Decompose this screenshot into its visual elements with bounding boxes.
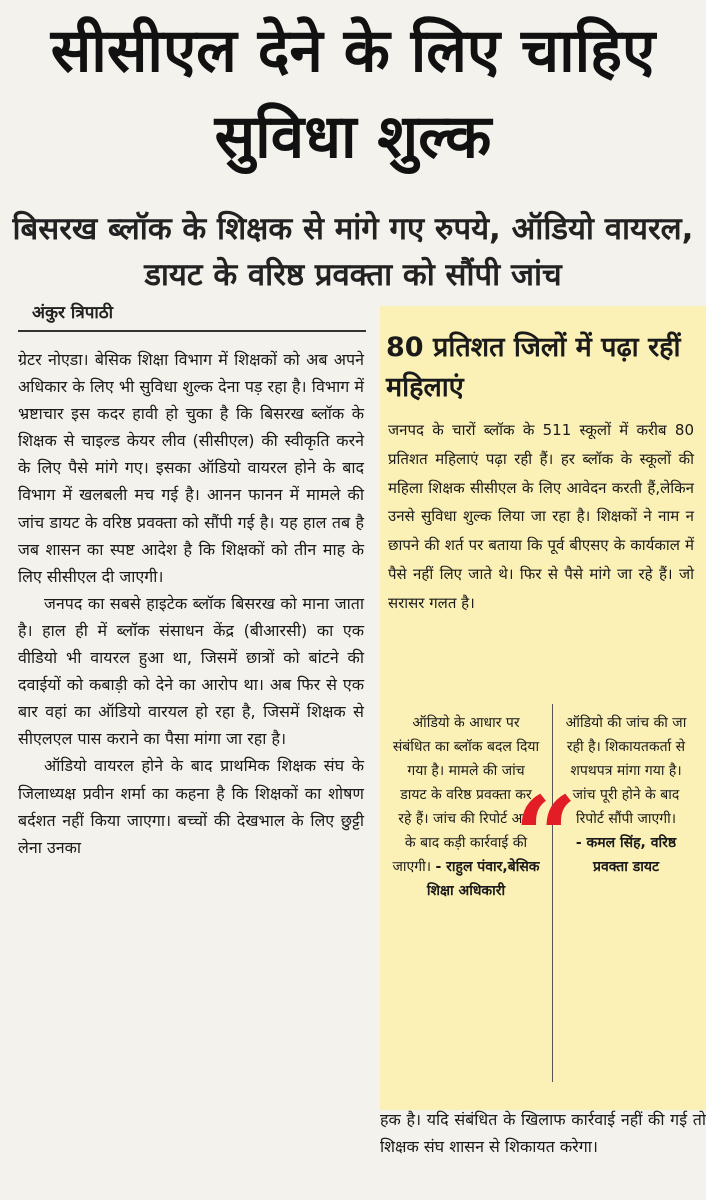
quote-lecturer-attribution: - कमल सिंह, वरिष्ठ प्रवक्ता डायट — [575, 835, 677, 875]
article-paragraph: ग्रेटर नोएडा। बेसिक शिक्षा विभाग में शिक्षकों को अब अपने अधिकार के लिए भी सुविधा शुल्क देना पड़ रहा है। विभाग में भ्रष्टाचार इस कदर हावी हो चुका है कि बिसरख ब्लॉक के शिक्षक से चाइल्ड केयर लीव (सीसीएल) की स्वीकृति करने के लिए पैसे मांगे गए। इसका ऑडियो वायरल होने के बाद विभाग में खलबली मच गई है। आनन फानन में मामले की जांच डायट के वरिष्ठ प्रवक्ता को सौंपी गई है। यह हाल तब है जब शासन का स्पष्ट आदेश है कि शिक्षकों को तीन माह के लिए सीसीएल दी जाएगी। — [18, 350, 364, 586]
article-paragraph: ऑडियो वायरल होने के बाद प्राथमिक शिक्षक संघ के जिलाध्यक्ष प्रवीन शर्मा का कहना है कि शिक्षकों का शोषण बर्दशत नहीं किया जाएगा। बच्चों की देखभाल के लिए छुट्टी लेना उनका — [18, 756, 364, 857]
quote-lecturer — [562, 711, 690, 879]
byline: अंकुर त्रिपाठी — [32, 303, 114, 323]
quote-officer-text: ऑडियो के आधार पर संबंधित का ब्लॉक बदल दिया गया है। मामले की जांच डायट के वरिष्ठ प्रवक्ता कर रहे हैं। जांच की रिपोर्ट आने के बाद कड़ी कार्रवाई की जाएगी। — [392, 715, 540, 875]
sidebar-title: 80 प्रतिशत जिलों में पढ़ा रहीं महिलाएं — [386, 332, 681, 403]
sidebar-body: जनपद के चारों ब्लॉक के 511 स्कूलों में करीब 80 प्रतिशत महिलाएं पढ़ा रही हैं। हर ब्लॉक के स्कूलों की महिला शिक्षक सीसीएल के लिए आवेदन करती हैं,लेकिन उनसे सुविधा शुल्क लिया जा रहा है। शिक्षकों ने नाम न छापने की शर्त पर बताया कि पूर्व बीएसए के कार्यकाल में पैसे नहीं लिए जाते थे। फिर से पैसे मांगे जा रहे हैं। जो सरासर गलत है। — [388, 421, 694, 612]
quote-mark-icon: “ — [514, 772, 578, 901]
headline: सीसीएल देने के लिए चाहिए सुविधा शुल्क — [50, 16, 656, 172]
article-continuation — [380, 1106, 706, 1160]
subheadline: बिसरख ब्लॉक के शिक्षक से मांगे गए रुपये, ऑडियो वायरल, डायट के वरिष्ठ प्रवक्ता को सौंपी जांच — [12, 211, 694, 293]
quote-officer-attribution: - राहुल पंवार,बेसिक शिक्षा अधिकारी — [426, 859, 540, 899]
article-continuation-text: हक है। यदि संबंधित के खिलाफ कार्रवाई नहीं की गई तो शिक्षक संघ शासन से शिकायत करेगा। — [380, 1110, 706, 1157]
byline-divider — [18, 330, 366, 332]
article-body — [18, 346, 364, 861]
sidebar-box — [380, 306, 706, 1110]
quote-lecturer-text: ऑडियो की जांच की जा रही है। शिकायतकर्ता से शपथपत्र मांगा गया है। जांच पूरी होने के बाद रिपोर्ट सौंपी जाएगी। — [565, 715, 687, 827]
article-paragraph: जनपद का सबसे हाइटेक ब्लॉक बिसरख को माना जाता है। हाल ही में ब्लॉक संसाधन केंद्र (बीआरसी) का एक वीडियो भी वायरल हुआ था, जिसमें छात्रों को बांटने की दवाईयों को कबाड़ी को देने का आरोप था। अब फिर से एक बार वहां का ऑडियो वारयल हो रहा है, जिसमें शिक्षक से सीएलएल पास कराने का पैसा मांगा जा रहा है। — [18, 593, 364, 749]
